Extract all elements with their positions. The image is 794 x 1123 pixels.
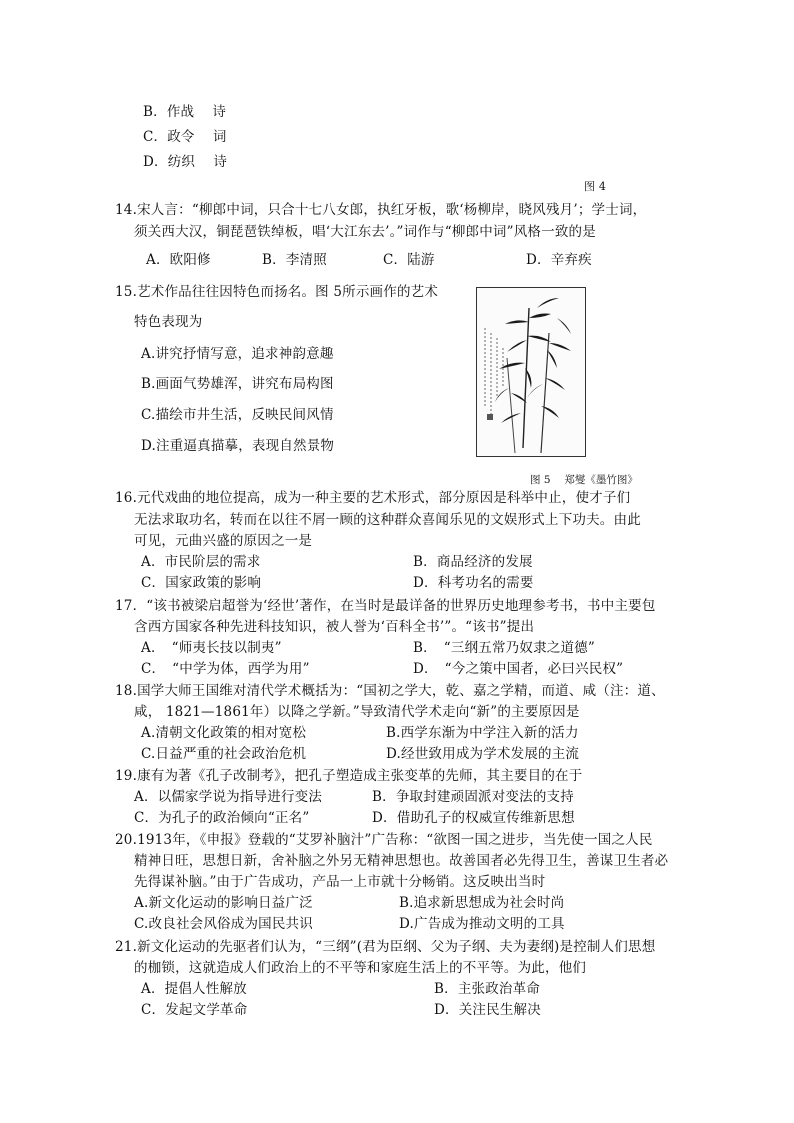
q16-stem-line2: 无法求取功名，转而在以往不屑一顾的这种群众喜闻乐见的文娱形式上下功夫。由此 <box>134 512 641 528</box>
q16-option-b: B．商品经济的发展 <box>413 554 533 570</box>
q20-option-b: B.追求新思想成为社会时尚 <box>399 895 565 911</box>
q17-stem-line1: 17．“该书被梁启超誉为‘经世’著作，在当时是最详备的世界历史地理参考书，书中主要包 <box>115 598 656 614</box>
q20-stem-line2: 精神日旺，思想日新，舍补脑之外另无精神思想也。故善国者必先得卫生，善谋卫生者必 <box>134 853 669 869</box>
q13-option-b: B．作战 诗 <box>143 104 227 120</box>
q18-option-a: A.清朝文化政策的相对宽松 <box>141 725 307 741</box>
bamboo-painting-image <box>476 287 586 457</box>
q14-option-b: B．李清照 <box>262 252 327 268</box>
q14-option-c: C．陆游 <box>383 252 435 268</box>
q17-option-c: C． “中学为体，西学为用” <box>141 661 310 677</box>
q15-stem-line2: 特色表现为 <box>134 314 203 330</box>
q19-option-b: B．争取封建顽固派对变法的支持 <box>372 789 574 805</box>
q15-option-a: A.讲究抒情写意，追求神韵意趣 <box>141 346 334 362</box>
q21-option-a: A．提倡人性解放 <box>141 981 247 997</box>
q16-option-c: C．国家政策的影响 <box>141 575 262 591</box>
q15-option-c: C.描绘市井生活，反映民间风情 <box>141 407 334 423</box>
q20-option-c: C.改良社会风俗成为国民共识 <box>134 916 313 932</box>
q20-stem-line1: 20.1913年，《申报》登载的“艾罗补脑汁”广告称：“欲图一国之进步，当先使一国之人民 <box>115 832 653 848</box>
q18-option-b: B.西学东渐为中学注入新的活力 <box>386 725 579 741</box>
q13-option-d: D．纺织 诗 <box>143 154 228 170</box>
bamboo-painting-drawing <box>477 288 585 456</box>
q18-option-d: D.经世致用成为学术发展的主流 <box>386 746 580 762</box>
q20-option-d: D.广告成为推动文明的工具 <box>399 916 565 932</box>
q14-stem-line2: 须关西大汉，铜琵琶铁绰板，唱‘大江东去’。”词作与“柳郎中词”风格一致的是 <box>134 224 596 240</box>
q21-option-d: D．关注民生解决 <box>434 1002 541 1018</box>
q20-stem-line3: 先得谋补脑。”由于广告成功，产品一上市就十分畅销。这反映出当时 <box>134 874 546 890</box>
q19-option-d: D．借助孔子的权威宣传维新思想 <box>372 810 575 826</box>
q16-option-d: D．科考功名的需要 <box>413 575 534 591</box>
figure-5-caption: 图 5 郑燮《墨竹图》 <box>530 474 638 486</box>
q18-stem-line1: 18.国学大师王国维对清代学术概括为：“国初之学大，乾、嘉之学精，而道、咸（注：道、 <box>115 683 665 699</box>
q19-option-c: C．为孔子的政治倾向“正名” <box>134 810 310 826</box>
q14-option-a: A．欧阳修 <box>146 252 211 268</box>
q16-stem-line3: 可见，元曲兴盛的原因之一是 <box>134 533 313 549</box>
q21-option-c: C．发起文学革命 <box>141 1002 248 1018</box>
q14-option-d: D．辛弃疾 <box>526 252 592 268</box>
q15-option-d: D.注重逼真描摹，表现自然景物 <box>141 438 335 454</box>
q17-option-b: B． “三纲五常乃奴隶之道德” <box>413 640 595 656</box>
q21-stem-line1: 21.新文化运动的先驱者们认为，“三纲”(君为臣纲、父为子纲、夫为妻纲)是控制人们思想 <box>115 939 656 955</box>
q19-option-a: A．以儒家学说为指导进行变法 <box>134 789 323 805</box>
q18-option-c: C.日益严重的社会政治危机 <box>141 746 307 762</box>
q21-stem-line2: 的枷锁，这就造成人们政治上的不平等和家庭生活上的不平等。为此，他们 <box>134 960 587 976</box>
q17-option-a: A． “师夷长技以制夷” <box>141 640 282 656</box>
q20-option-a: A.新文化运动的影响日益广泛 <box>134 895 313 911</box>
figure-4-label: 图 4 <box>584 180 607 193</box>
q13-option-c: C．政令 词 <box>143 129 227 145</box>
q15-option-b: B.画面气势雄浑，讲究布局构图 <box>141 376 334 392</box>
q17-stem-line2: 含西方国家各种先进科技知识，被人誉为‘百科全书’”。“该书”提出 <box>134 619 535 635</box>
q21-option-b: B．主张政治革命 <box>434 981 541 997</box>
q15-stem-line1: 15.艺术作品往往因特色而扬名。图 5所示画作的艺术 <box>115 284 439 300</box>
q14-stem-line1: 14.宋人言：“柳郎中词，只合十七八女郎，执红牙板，歌‘杨柳岸，晓风残月’；学士词， <box>115 202 647 218</box>
q16-option-a: A．市民阶层的需求 <box>141 554 261 570</box>
q19-stem-line1: 19.康有为著《孔子改制考》，把孔子塑造成主张变革的先师，其主要目的在于 <box>115 768 583 784</box>
q18-stem-line2: 咸， 1821—1861年）以降之学新。”导致清代学术走向“新”的主要原因是 <box>134 704 580 720</box>
q17-option-d: D． “今之策中国者，必曰兴民权” <box>413 661 624 677</box>
q16-stem-line1: 16.元代戏曲的地位提高，成为一种主要的艺术形式，部分原因是科举中止，使才子们 <box>115 490 631 506</box>
